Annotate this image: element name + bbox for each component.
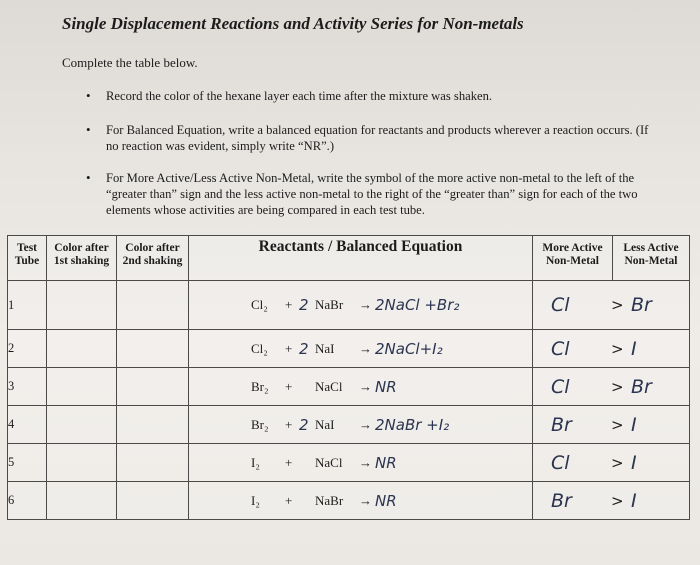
equation-cell[interactable]	[189, 406, 533, 444]
tube-number: 4	[8, 406, 47, 444]
color-first-cell[interactable]	[47, 281, 117, 330]
reaction-arrow: →	[359, 492, 372, 508]
handwritten-products: 2NaBr +I₂	[375, 415, 450, 434]
activity-cell[interactable]	[533, 281, 690, 330]
equation-cell[interactable]	[189, 281, 533, 330]
handwritten-products: NR	[375, 453, 397, 472]
color-second-cell[interactable]	[117, 482, 189, 520]
bullet-dot: •	[86, 170, 91, 185]
handwritten-products: 2NaCl+I₂	[375, 339, 443, 358]
reaction-arrow: →	[359, 340, 372, 356]
plus-sign: +	[285, 297, 293, 312]
salt-reactant: NaCl	[315, 378, 343, 394]
handwritten-products: 2NaCl +Br₂	[375, 296, 460, 314]
plus-sign: +	[285, 416, 293, 432]
more-active-nonmetal: Br	[551, 413, 572, 436]
tube-number: 2	[8, 330, 47, 368]
more-active-nonmetal: Cl	[551, 337, 570, 360]
color-first-cell[interactable]	[47, 330, 117, 368]
salt-reactant: NaCl	[315, 454, 343, 470]
halogen-reactant: I₂	[251, 492, 260, 508]
handwritten-coefficient: 2	[299, 415, 309, 434]
color-first-cell[interactable]	[47, 482, 117, 520]
color-first-cell[interactable]	[47, 406, 117, 444]
plus-sign: +	[285, 340, 293, 356]
page-title: Single Displacement Reactions and Activity Series for Non-metals	[62, 14, 524, 33]
table-row	[8, 482, 690, 520]
more-active-nonmetal: Cl	[551, 451, 570, 474]
handwritten-products: NR	[375, 377, 397, 396]
header-less-active: Less Active Non-Metal	[613, 236, 690, 281]
greater-than-sign: >	[611, 491, 624, 510]
greater-than-sign: >	[611, 415, 624, 434]
reaction-arrow: →	[359, 416, 372, 432]
tube-number: 5	[8, 444, 47, 482]
table-row	[8, 330, 690, 368]
reaction-arrow: →	[359, 454, 372, 470]
color-first-cell[interactable]	[47, 368, 117, 406]
table-row	[8, 368, 690, 406]
intro-text: Complete the table below.	[62, 55, 198, 70]
salt-reactant: NaBr	[315, 297, 344, 312]
header-color-first: Color after 1st shaking	[47, 236, 117, 281]
handwritten-coefficient: 2	[299, 339, 309, 358]
tube-number: 1	[8, 281, 47, 330]
color-second-cell[interactable]	[117, 330, 189, 368]
bullet-dot: •	[86, 122, 91, 137]
instruction-3: For More Active/Less Active Non-Metal, write the symbol of the more active non-metal to the left of the “greater than” sign and the less active non-metal to the right of the “greater than” sign for each of the two elements whose activities are being compared in each test tube.	[106, 171, 638, 217]
color-second-cell[interactable]	[117, 444, 189, 482]
activity-cell[interactable]	[533, 330, 690, 368]
salt-reactant: NaI	[315, 416, 335, 432]
color-second-cell[interactable]	[117, 368, 189, 406]
table-row	[8, 281, 690, 330]
tube-number: 3	[8, 368, 47, 406]
header-more-active: More Active Non-Metal	[533, 236, 613, 281]
handwritten-coefficient: 2	[299, 296, 309, 314]
halogen-reactant: Cl₂	[251, 340, 268, 356]
equation-cell[interactable]	[189, 482, 533, 520]
header-equation: Reactants / Balanced Equation	[189, 236, 533, 281]
header-test-tube: Test Tube	[8, 236, 47, 281]
more-active-nonmetal: Cl	[551, 294, 570, 316]
instruction-1: Record the color of the hexane layer each time after the mixture was shaken.	[106, 89, 493, 103]
less-active-nonmetal: Br	[631, 375, 652, 398]
plus-sign: +	[285, 378, 293, 394]
instruction-2: For Balanced Equation, write a balanced equation for reactants and products wherever a reaction occurs. (If no reaction was evident, simply write “NR”.)	[106, 123, 649, 153]
header-color-second: Color after 2nd shaking	[117, 236, 189, 281]
plus-sign: +	[285, 492, 293, 508]
results-table	[7, 235, 690, 520]
less-active-nonmetal: I	[631, 413, 637, 436]
more-active-nonmetal: Br	[551, 489, 572, 512]
halogen-reactant: I₂	[251, 454, 260, 470]
color-first-cell[interactable]	[47, 444, 117, 482]
greater-than-sign: >	[611, 453, 624, 472]
salt-reactant: NaBr	[315, 492, 344, 508]
activity-cell[interactable]	[533, 482, 690, 520]
plus-sign: +	[285, 454, 293, 470]
handwritten-products: NR	[375, 491, 397, 510]
greater-than-sign: >	[611, 296, 624, 314]
activity-cell[interactable]	[533, 406, 690, 444]
salt-reactant: NaI	[315, 340, 335, 356]
table-row	[8, 406, 690, 444]
halogen-reactant: Br₂	[251, 416, 269, 432]
color-second-cell[interactable]	[117, 281, 189, 330]
activity-cell[interactable]	[533, 444, 690, 482]
halogen-reactant: Br₂	[251, 378, 269, 394]
more-active-nonmetal: Cl	[551, 375, 570, 398]
greater-than-sign: >	[611, 377, 624, 396]
reaction-arrow: →	[359, 297, 372, 312]
reaction-arrow: →	[359, 378, 372, 394]
less-active-nonmetal: Br	[631, 294, 652, 316]
equation-cell[interactable]	[189, 368, 533, 406]
bullet-dot: •	[86, 88, 91, 103]
tube-number: 6	[8, 482, 47, 520]
equation-cell[interactable]	[189, 330, 533, 368]
activity-cell[interactable]	[533, 368, 690, 406]
halogen-reactant: Cl₂	[251, 297, 268, 312]
table-row	[8, 444, 690, 482]
greater-than-sign: >	[611, 339, 624, 358]
equation-cell[interactable]	[189, 444, 533, 482]
less-active-nonmetal: I	[631, 489, 637, 512]
less-active-nonmetal: I	[631, 451, 637, 474]
less-active-nonmetal: I	[631, 337, 637, 360]
color-second-cell[interactable]	[117, 406, 189, 444]
header-row	[8, 236, 690, 281]
